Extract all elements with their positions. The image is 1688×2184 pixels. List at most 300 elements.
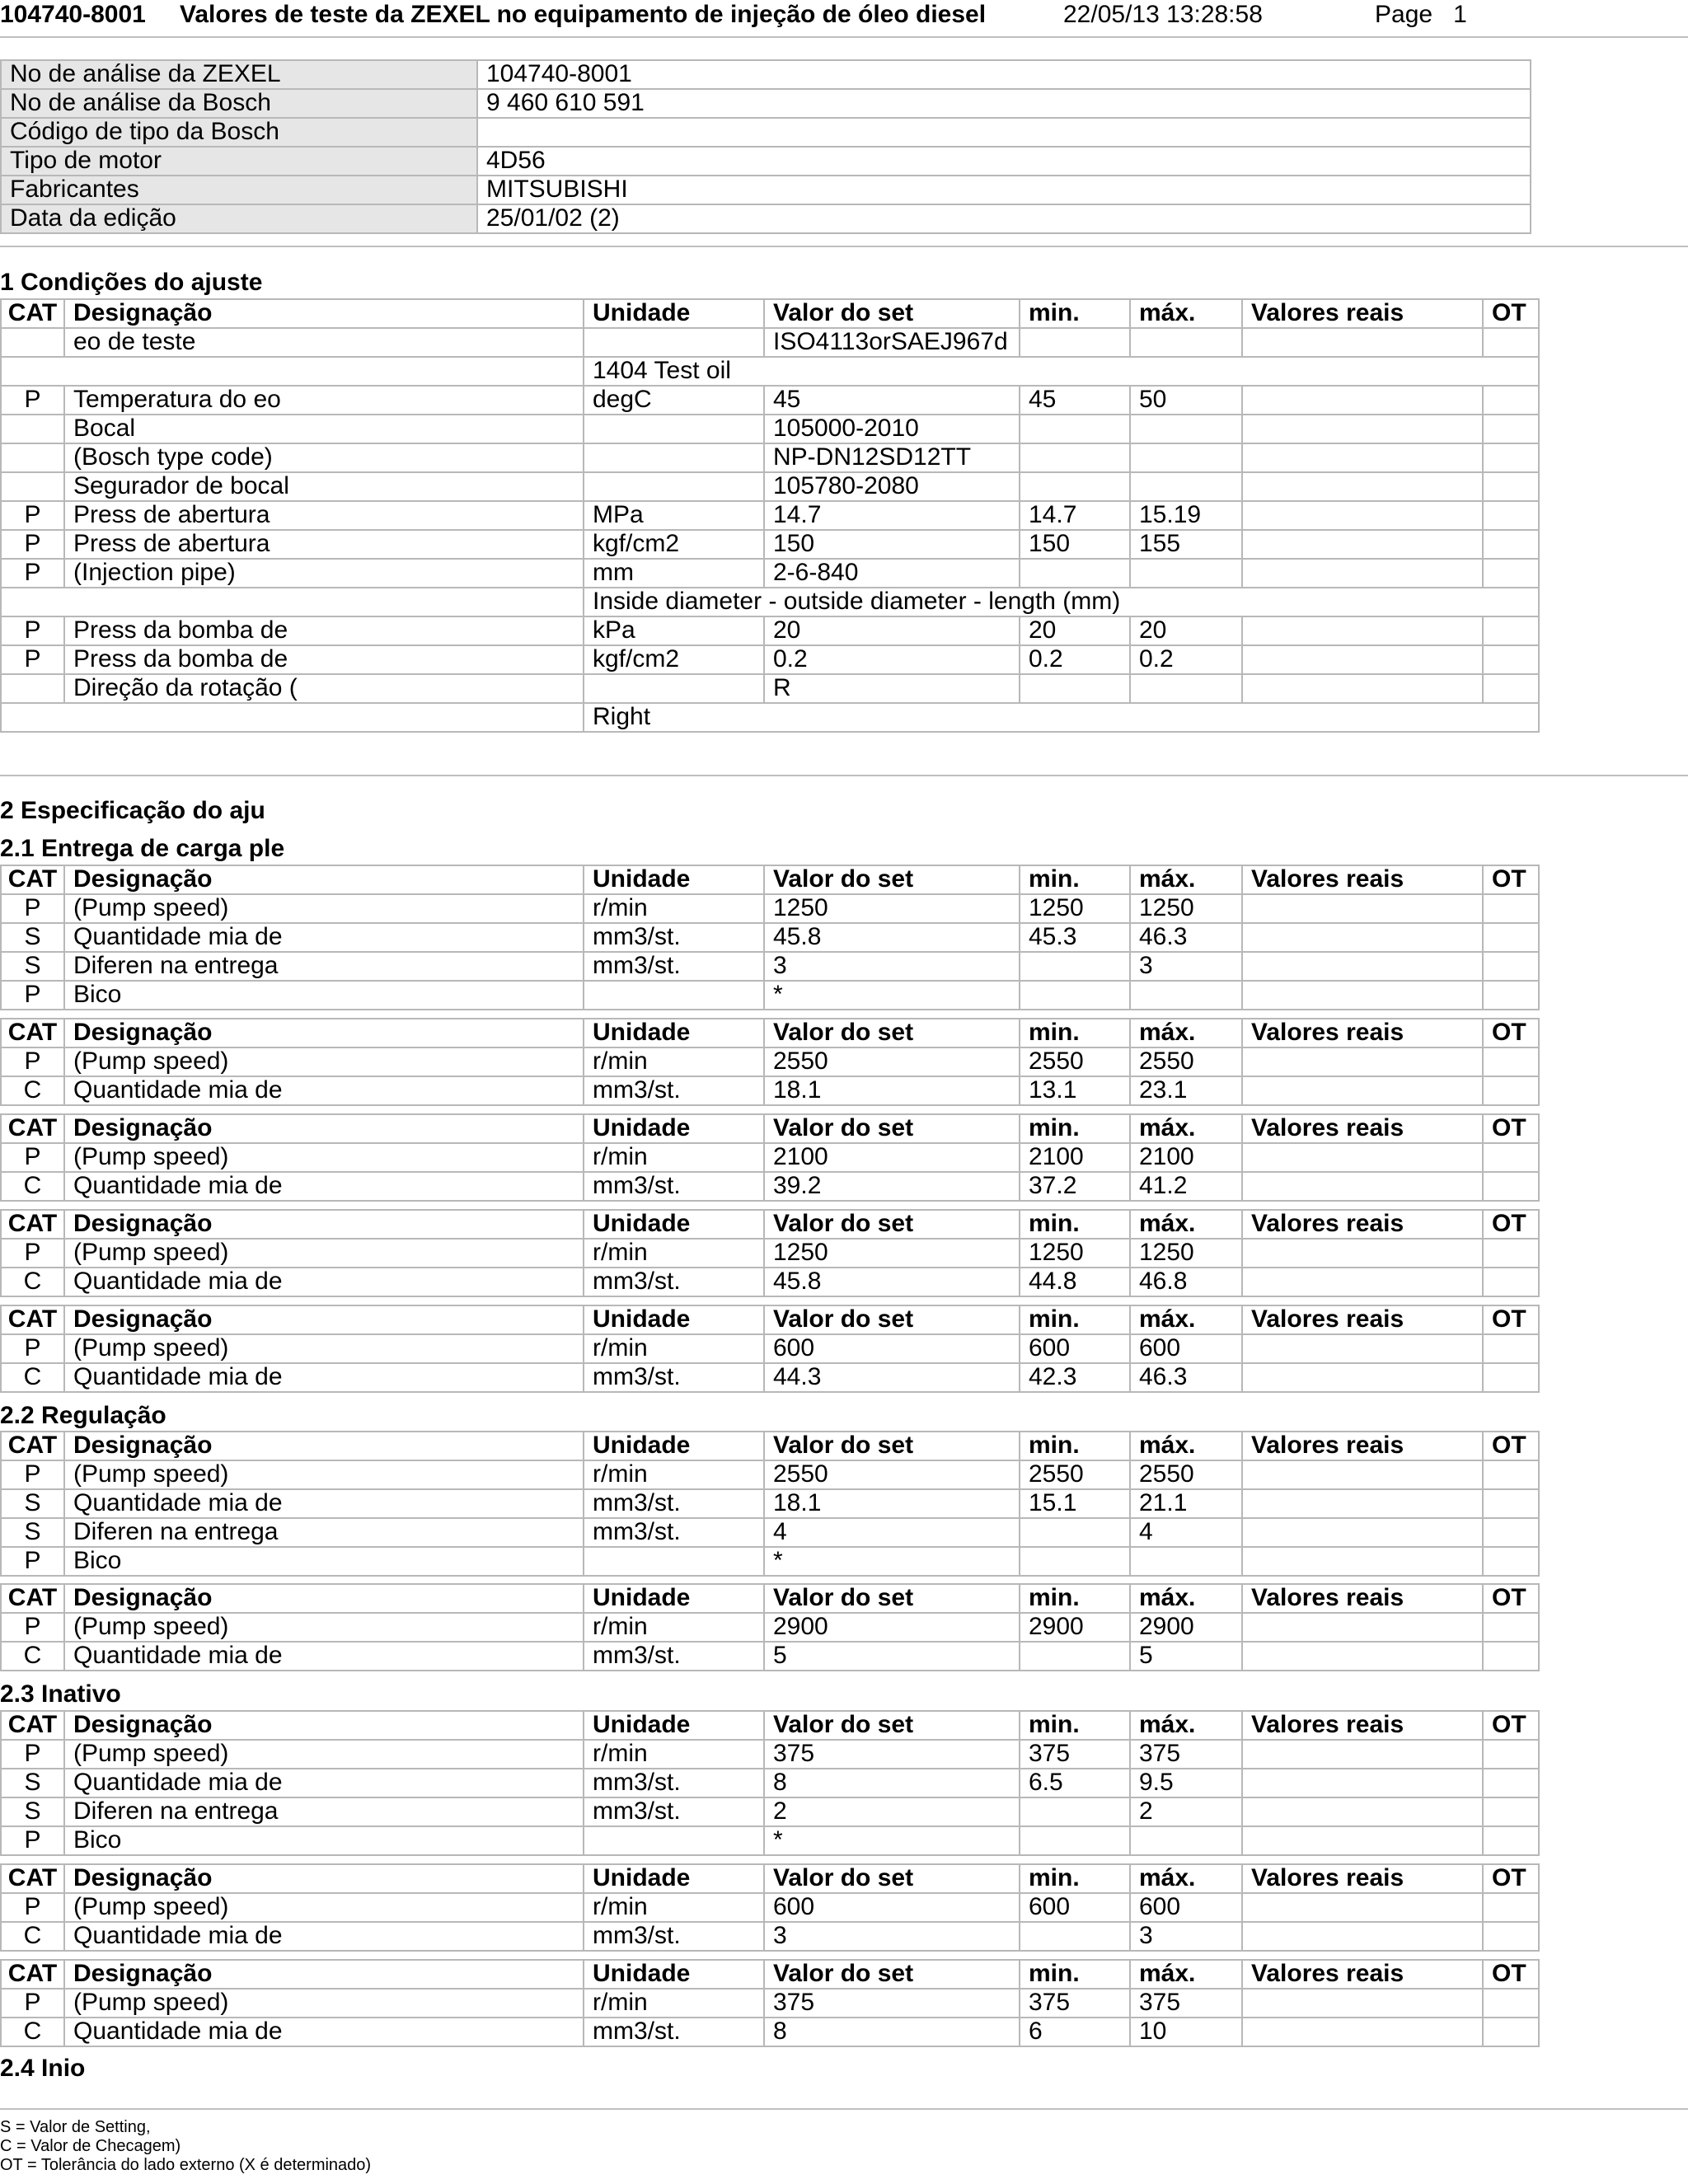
info-row	[1, 176, 1531, 204]
cell-ot	[1483, 1740, 1539, 1769]
cell-valor-set: ISO4113orSAEJ967d	[764, 328, 1020, 357]
col-valores-reais-header: Valores reais	[1242, 1019, 1483, 1047]
subsection-2-2-title: 2.2 Regulação	[0, 1402, 166, 1429]
note-text: 1404 Test oil	[584, 357, 1539, 386]
table-row	[1, 894, 1539, 923]
cell-ot	[1483, 1143, 1539, 1172]
cell-designacao: Bocal	[64, 415, 584, 443]
cell-min: 375	[1020, 1740, 1130, 1769]
col-ot-header: OT	[1483, 1432, 1539, 1460]
cell-cat: P	[1, 645, 64, 674]
cell-unidade: MPa	[584, 501, 764, 530]
cell-min	[1020, 674, 1130, 703]
cell-valor-set: 0.2	[764, 645, 1020, 674]
cell-designacao: Bico	[64, 1826, 584, 1855]
cell-valor-set: *	[764, 981, 1020, 1010]
cell-valores-reais	[1242, 616, 1483, 645]
cell-min	[1020, 1642, 1130, 1671]
table-header-row	[1, 865, 1539, 894]
note-row	[1, 703, 1539, 732]
cell-valor-set: 105780-2080	[764, 472, 1020, 501]
cell-valor-set: 8	[764, 2018, 1020, 2046]
table-row	[1, 1613, 1539, 1642]
cell-designacao: (Pump speed)	[64, 894, 584, 923]
col-max-header: máx.	[1130, 1711, 1242, 1740]
col-designacao-header: Designação	[64, 1210, 584, 1239]
cell-min	[1020, 1797, 1130, 1826]
cell-valores-reais	[1242, 1047, 1483, 1076]
cell-min: 14.7	[1020, 501, 1130, 530]
col-valores-reais-header: Valores reais	[1242, 1210, 1483, 1239]
table-row	[1, 1797, 1539, 1826]
cell-valores-reais	[1242, 415, 1483, 443]
cell-valor-set: 14.7	[764, 501, 1020, 530]
cell-min: 2550	[1020, 1047, 1130, 1076]
cell-cat: C	[1, 1076, 64, 1105]
cell-cat	[1, 443, 64, 472]
cell-ot	[1483, 2018, 1539, 2046]
cell-valor-set: 2550	[764, 1047, 1020, 1076]
col-unidade-header: Unidade	[584, 1711, 764, 1740]
col-ot-header: OT	[1483, 865, 1539, 894]
col-cat-header: CAT	[1, 1711, 64, 1740]
cell-valor-set: 2900	[764, 1613, 1020, 1642]
cell-ot	[1483, 1613, 1539, 1642]
info-row	[1, 147, 1531, 176]
col-max-header: máx.	[1130, 1305, 1242, 1334]
col-cat-header: CAT	[1, 1114, 64, 1143]
cell-valor-set: 18.1	[764, 1489, 1020, 1518]
cell-max: 46.3	[1130, 923, 1242, 952]
col-min-header: min.	[1020, 865, 1130, 894]
cell-min	[1020, 1826, 1130, 1855]
subsection-2-1-title: 2.1 Entrega de carga ple	[0, 835, 285, 862]
cell-ot	[1483, 645, 1539, 674]
col-valores-reais-header: Valores reais	[1242, 1432, 1483, 1460]
cell-unidade	[584, 443, 764, 472]
cell-cat: S	[1, 952, 64, 981]
cell-unidade: mm3/st.	[584, 923, 764, 952]
col-min-header: min.	[1020, 1114, 1130, 1143]
table-row	[1, 1172, 1539, 1201]
info-label: Código de tipo da Bosch	[1, 118, 477, 147]
col-designacao-header: Designação	[64, 865, 584, 894]
cell-cat: C	[1, 1172, 64, 1201]
cell-max: 1250	[1130, 894, 1242, 923]
cell-ot	[1483, 443, 1539, 472]
cell-ot	[1483, 1893, 1539, 1922]
cell-min: 45	[1020, 386, 1130, 415]
cell-designacao: Diferen na entrega	[64, 952, 584, 981]
cell-unidade: r/min	[584, 1047, 764, 1076]
cell-unidade: r/min	[584, 1893, 764, 1922]
cell-valores-reais	[1242, 1363, 1483, 1392]
col-min-header: min.	[1020, 299, 1130, 328]
cell-max: 2550	[1130, 1460, 1242, 1489]
col-designacao-header: Designação	[64, 1960, 584, 1989]
table-header-row	[1, 1114, 1539, 1143]
table-row	[1, 1642, 1539, 1671]
cell-valores-reais	[1242, 1076, 1483, 1105]
col-unidade-header: Unidade	[584, 1019, 764, 1047]
col-min-header: min.	[1020, 1711, 1130, 1740]
cell-ot	[1483, 1826, 1539, 1855]
cell-ot	[1483, 923, 1539, 952]
cell-cat: P	[1, 1143, 64, 1172]
cell-cat: S	[1, 1769, 64, 1797]
cell-unidade: r/min	[584, 1143, 764, 1172]
cell-valores-reais	[1242, 981, 1483, 1010]
cell-cat: P	[1, 501, 64, 530]
cell-valor-set: 375	[764, 1740, 1020, 1769]
cell-min: 2900	[1020, 1613, 1130, 1642]
col-ot-header: OT	[1483, 1114, 1539, 1143]
cell-unidade: mm3/st.	[584, 1769, 764, 1797]
spec-table-2-1-b	[0, 1018, 1540, 1106]
table-row	[1, 923, 1539, 952]
cell-min: 1250	[1020, 1239, 1130, 1268]
table-header-row	[1, 1584, 1539, 1613]
cell-valores-reais	[1242, 1547, 1483, 1576]
col-ot-header: OT	[1483, 1305, 1539, 1334]
table-row	[1, 1518, 1539, 1547]
cell-unidade: kPa	[584, 616, 764, 645]
note-text: Inside diameter - outside diameter - length (mm)	[584, 588, 1539, 616]
cell-valor-set: 2-6-840	[764, 559, 1020, 588]
cell-cat: C	[1, 1363, 64, 1392]
divider	[0, 246, 1688, 247]
cell-max	[1130, 1826, 1242, 1855]
cell-min	[1020, 1518, 1130, 1547]
info-value	[477, 118, 1531, 147]
cell-max: 23.1	[1130, 1076, 1242, 1105]
cell-max	[1130, 1547, 1242, 1576]
cell-max: 4	[1130, 1518, 1242, 1547]
note-row	[1, 588, 1539, 616]
col-valores-reais-header: Valores reais	[1242, 1305, 1483, 1334]
cell-ot	[1483, 1268, 1539, 1296]
col-valor-set-header: Valor do set	[764, 1584, 1020, 1613]
cell-valores-reais	[1242, 1460, 1483, 1489]
header-analysis-id: 104740-8001	[0, 1, 146, 28]
cell-valores-reais	[1242, 1334, 1483, 1363]
cell-valores-reais	[1242, 386, 1483, 415]
col-max-header: máx.	[1130, 865, 1242, 894]
cell-designacao: Quantidade mia de	[64, 1363, 584, 1392]
cell-unidade: mm3/st.	[584, 952, 764, 981]
cell-min	[1020, 559, 1130, 588]
col-valor-set-header: Valor do set	[764, 1210, 1020, 1239]
spec-table-2-3-c	[0, 1959, 1540, 2047]
info-table	[0, 59, 1531, 234]
cell-max: 375	[1130, 1989, 1242, 2018]
table-row	[1, 559, 1539, 588]
col-ot-header: OT	[1483, 1584, 1539, 1613]
cell-valor-set: *	[764, 1826, 1020, 1855]
col-min-header: min.	[1020, 1864, 1130, 1893]
cell-designacao: Quantidade mia de	[64, 1769, 584, 1797]
cell-designacao: Quantidade mia de	[64, 1172, 584, 1201]
cell-valores-reais	[1242, 472, 1483, 501]
col-max-header: máx.	[1130, 299, 1242, 328]
cell-valores-reais	[1242, 1893, 1483, 1922]
col-designacao-header: Designação	[64, 1711, 584, 1740]
cell-min	[1020, 415, 1130, 443]
cell-valor-set: 600	[764, 1893, 1020, 1922]
cell-max	[1130, 328, 1242, 357]
header-page: Page 1	[1375, 1, 1467, 28]
cell-max: 3	[1130, 952, 1242, 981]
table-row	[1, 472, 1539, 501]
info-label: No de análise da Bosch	[1, 89, 477, 118]
cell-unidade: mm3/st.	[584, 2018, 764, 2046]
cell-designacao: (Pump speed)	[64, 1740, 584, 1769]
table-row	[1, 1363, 1539, 1392]
cell-max: 9.5	[1130, 1769, 1242, 1797]
cell-valores-reais	[1242, 1489, 1483, 1518]
cell-cat: P	[1, 1613, 64, 1642]
cell-ot	[1483, 1460, 1539, 1489]
cell-min: 42.3	[1020, 1363, 1130, 1392]
cell-designacao: (Pump speed)	[64, 1239, 584, 1268]
cell-valores-reais	[1242, 530, 1483, 559]
col-unidade-header: Unidade	[584, 1432, 764, 1460]
col-min-header: min.	[1020, 1305, 1130, 1334]
cell-min: 2550	[1020, 1460, 1130, 1489]
cell-max: 5	[1130, 1642, 1242, 1671]
cell-cat: C	[1, 2018, 64, 2046]
header-divider	[0, 36, 1688, 38]
col-max-header: máx.	[1130, 1864, 1242, 1893]
subsection-2-3-title: 2.3 Inativo	[0, 1680, 121, 1708]
cell-ot	[1483, 1922, 1539, 1951]
cell-min: 1250	[1020, 894, 1130, 923]
header-datetime: 22/05/13 13:28:58	[1063, 1, 1263, 28]
cell-min	[1020, 952, 1130, 981]
cell-valor-set: 4	[764, 1518, 1020, 1547]
cell-unidade: mm3/st.	[584, 1518, 764, 1547]
cell-valor-set: 3	[764, 1922, 1020, 1951]
col-unidade-header: Unidade	[584, 1210, 764, 1239]
cell-unidade: r/min	[584, 1613, 764, 1642]
cell-cat: S	[1, 1797, 64, 1826]
table-header-row	[1, 1019, 1539, 1047]
table-header-row	[1, 1864, 1539, 1893]
table-row	[1, 1334, 1539, 1363]
info-value: 9 460 610 591	[477, 89, 1531, 118]
cell-valor-set: 39.2	[764, 1172, 1020, 1201]
info-row	[1, 204, 1531, 233]
cell-ot	[1483, 1989, 1539, 2018]
table-header-row	[1, 299, 1539, 328]
info-row	[1, 60, 1531, 89]
table-header-row	[1, 1960, 1539, 1989]
info-value: MITSUBISHI	[477, 176, 1531, 204]
table-row	[1, 1547, 1539, 1576]
spec-table-2-1-a	[0, 865, 1540, 1010]
cell-max	[1130, 415, 1242, 443]
col-max-header: máx.	[1130, 1432, 1242, 1460]
cell-cat: S	[1, 923, 64, 952]
col-cat-header: CAT	[1, 1210, 64, 1239]
footer-divider	[0, 2108, 1688, 2110]
table-row	[1, 1076, 1539, 1105]
cell-valor-set: *	[764, 1547, 1020, 1576]
col-ot-header: OT	[1483, 299, 1539, 328]
cell-max: 155	[1130, 530, 1242, 559]
cell-ot	[1483, 1642, 1539, 1671]
cell-cat: P	[1, 1740, 64, 1769]
cell-cat: P	[1, 616, 64, 645]
cell-unidade: r/min	[584, 1334, 764, 1363]
cell-min	[1020, 1922, 1130, 1951]
cell-valor-set: 20	[764, 616, 1020, 645]
cell-min	[1020, 472, 1130, 501]
col-cat-header: CAT	[1, 299, 64, 328]
note-spacer	[1, 703, 584, 732]
cell-max: 2	[1130, 1797, 1242, 1826]
col-valores-reais-header: Valores reais	[1242, 1960, 1483, 1989]
cell-max: 15.19	[1130, 501, 1242, 530]
cell-ot	[1483, 1047, 1539, 1076]
cell-min: 44.8	[1020, 1268, 1130, 1296]
cell-valores-reais	[1242, 1239, 1483, 1268]
cell-designacao: (Injection pipe)	[64, 559, 584, 588]
header-title: Valores de teste da ZEXEL no equipamento de injeção de óleo diesel	[180, 1, 987, 28]
cell-designacao: Temperatura do eo	[64, 386, 584, 415]
cell-cat: C	[1, 1642, 64, 1671]
cell-unidade: kgf/cm2	[584, 530, 764, 559]
cell-ot	[1483, 472, 1539, 501]
cell-valor-set: 1250	[764, 894, 1020, 923]
cell-designacao: (Bosch type code)	[64, 443, 584, 472]
table-row	[1, 674, 1539, 703]
cell-valores-reais	[1242, 559, 1483, 588]
cell-max: 600	[1130, 1334, 1242, 1363]
section-1-table	[0, 298, 1540, 733]
note-spacer	[1, 588, 584, 616]
spec-table-2-2-b	[0, 1583, 1540, 1671]
cell-min: 2100	[1020, 1143, 1130, 1172]
table-row	[1, 1268, 1539, 1296]
col-cat-header: CAT	[1, 865, 64, 894]
cell-cat	[1, 328, 64, 357]
cell-designacao: (Pump speed)	[64, 1460, 584, 1489]
cell-min: 600	[1020, 1893, 1130, 1922]
cell-designacao: Bico	[64, 981, 584, 1010]
cell-ot	[1483, 1518, 1539, 1547]
legend-s: S = Valor de Setting,	[0, 2118, 151, 2136]
cell-unidade: mm3/st.	[584, 1489, 764, 1518]
cell-unidade	[584, 1826, 764, 1855]
cell-min: 6	[1020, 2018, 1130, 2046]
cell-designacao: (Pump speed)	[64, 1989, 584, 2018]
cell-cat: P	[1, 1047, 64, 1076]
col-unidade-header: Unidade	[584, 1864, 764, 1893]
cell-min: 20	[1020, 616, 1130, 645]
cell-valores-reais	[1242, 1642, 1483, 1671]
cell-max: 41.2	[1130, 1172, 1242, 1201]
cell-valores-reais	[1242, 1613, 1483, 1642]
cell-max: 2550	[1130, 1047, 1242, 1076]
col-unidade-header: Unidade	[584, 1305, 764, 1334]
cell-max	[1130, 559, 1242, 588]
legend	[0, 2118, 371, 2175]
cell-designacao: Press de abertura	[64, 530, 584, 559]
table-row	[1, 1922, 1539, 1951]
cell-max: 46.8	[1130, 1268, 1242, 1296]
cell-valor-set: 2550	[764, 1460, 1020, 1489]
info-value: 4D56	[477, 147, 1531, 176]
cell-designacao: Segurador de bocal	[64, 472, 584, 501]
cell-cat: C	[1, 1922, 64, 1951]
col-valor-set-header: Valor do set	[764, 1711, 1020, 1740]
cell-cat: P	[1, 1989, 64, 2018]
cell-valores-reais	[1242, 1826, 1483, 1855]
cell-ot	[1483, 616, 1539, 645]
col-designacao-header: Designação	[64, 1584, 584, 1613]
cell-designacao: Quantidade mia de	[64, 2018, 584, 2046]
cell-cat: P	[1, 981, 64, 1010]
cell-valores-reais	[1242, 952, 1483, 981]
col-valores-reais-header: Valores reais	[1242, 1864, 1483, 1893]
col-valores-reais-header: Valores reais	[1242, 865, 1483, 894]
col-valor-set-header: Valor do set	[764, 865, 1020, 894]
cell-max	[1130, 443, 1242, 472]
info-label: Fabricantes	[1, 176, 477, 204]
cell-ot	[1483, 501, 1539, 530]
cell-max: 21.1	[1130, 1489, 1242, 1518]
cell-designacao: Press da bomba de	[64, 645, 584, 674]
cell-designacao: (Pump speed)	[64, 1893, 584, 1922]
col-ot-header: OT	[1483, 1960, 1539, 1989]
cell-valores-reais	[1242, 328, 1483, 357]
cell-max	[1130, 981, 1242, 1010]
cell-valor-set: 600	[764, 1334, 1020, 1363]
col-cat-header: CAT	[1, 1960, 64, 1989]
cell-cat: P	[1, 1547, 64, 1576]
col-valores-reais-header: Valores reais	[1242, 1711, 1483, 1740]
cell-ot	[1483, 1363, 1539, 1392]
spec-table-2-3-a	[0, 1710, 1540, 1856]
cell-cat: S	[1, 1518, 64, 1547]
col-max-header: máx.	[1130, 1960, 1242, 1989]
cell-unidade: mm3/st.	[584, 1076, 764, 1105]
cell-unidade	[584, 472, 764, 501]
col-valor-set-header: Valor do set	[764, 1960, 1020, 1989]
cell-ot	[1483, 386, 1539, 415]
spec-table-2-3-b	[0, 1863, 1540, 1952]
cell-designacao: (Pump speed)	[64, 1143, 584, 1172]
spec-table-2-1-c	[0, 1113, 1540, 1202]
cell-valores-reais	[1242, 923, 1483, 952]
col-max-header: máx.	[1130, 1114, 1242, 1143]
col-unidade-header: Unidade	[584, 299, 764, 328]
col-min-header: min.	[1020, 1432, 1130, 1460]
cell-valores-reais	[1242, 1769, 1483, 1797]
cell-cat: P	[1, 1460, 64, 1489]
table-row	[1, 2018, 1539, 2046]
cell-unidade	[584, 981, 764, 1010]
col-designacao-header: Designação	[64, 299, 584, 328]
cell-designacao: Press de abertura	[64, 501, 584, 530]
cell-min: 0.2	[1020, 645, 1130, 674]
info-value: 104740-8001	[477, 60, 1531, 89]
cell-cat	[1, 674, 64, 703]
cell-valor-set: 5	[764, 1642, 1020, 1671]
cell-max: 2100	[1130, 1143, 1242, 1172]
table-row	[1, 1239, 1539, 1268]
